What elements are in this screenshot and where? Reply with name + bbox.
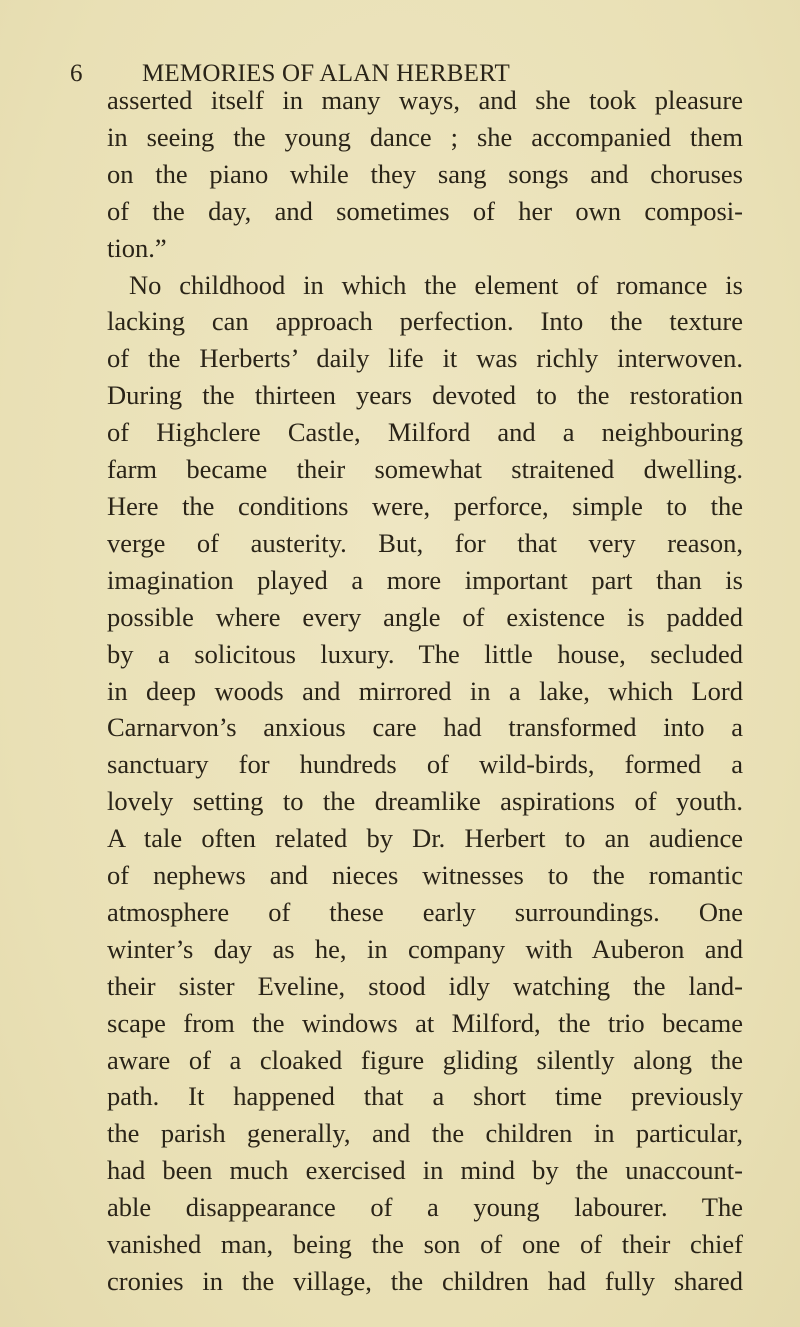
text-line: possible where every angle of existence is padded xyxy=(107,601,743,632)
text-line: During the thirteen years devoted to the restoration xyxy=(107,380,743,411)
text-line: in deep woods and mirrored in a lake, which Lord xyxy=(107,675,743,706)
text-line: their sister Eveline, stood idly watching the land- xyxy=(107,970,743,1001)
text-line: lovely setting to the dreamlike aspirations of youth. xyxy=(107,786,743,817)
text-line: sanctuary for hundreds of wild-birds, formed a xyxy=(107,749,743,780)
text-line: had been much exercised in mind by the unaccount- xyxy=(107,1155,743,1186)
text-line: No childhood in which the element of romance is xyxy=(129,269,743,300)
text-line: of the day, and sometimes of her own composi- xyxy=(107,195,743,226)
text-line: Here the conditions were, perforce, simple to the xyxy=(107,490,743,521)
text-line: of the Herberts’ daily life it was richly interwoven. xyxy=(107,343,743,374)
text-line: atmosphere of these early surroundings. One xyxy=(107,896,743,927)
text-line: farm became their somewhat straitened dwelling. xyxy=(107,454,743,485)
text-line: vanished man, being the son of one of their chief xyxy=(107,1229,743,1260)
running-title: MEMORIES OF ALAN HERBERT xyxy=(142,60,510,87)
text-line: of Highclere Castle, Milford and a neighbouring xyxy=(107,417,743,448)
body-text xyxy=(107,82,743,1300)
text-line: path. It happened that a short time previously xyxy=(107,1081,743,1112)
page-number: 6 xyxy=(70,60,83,87)
text-line: of nephews and nieces witnesses to the romantic xyxy=(107,860,743,891)
text-line: the parish generally, and the children in particular, xyxy=(107,1118,743,1149)
text-line: lacking can approach perfection. Into the texture xyxy=(107,306,743,337)
text-line: A tale often related by Dr. Herbert to an audience xyxy=(107,823,743,854)
text-line: scape from the windows at Milford, the trio became xyxy=(107,1007,743,1038)
text-line: winter’s day as he, in company with Auberon and xyxy=(107,933,743,964)
text-line: verge of austerity. But, for that very reason, xyxy=(107,527,743,558)
text-line: asserted itself in many ways, and she took pleasure xyxy=(107,85,743,115)
text-line: cronies in the village, the children had fully shared xyxy=(107,1266,743,1296)
text-line: on the piano while they sang songs and choruses xyxy=(107,158,743,189)
text-line: imagination played a more important part than is xyxy=(107,564,743,595)
text-line: aware of a cloaked figure gliding silently along the xyxy=(107,1044,743,1075)
text-line: able disappearance of a young labourer. The xyxy=(107,1192,743,1223)
text-line: Carnarvon’s anxious care had transformed into a xyxy=(107,712,743,743)
text-line: by a solicitous luxury. The little house, secluded xyxy=(107,638,743,669)
text-line: in seeing the young dance ; she accompanied them xyxy=(107,121,743,152)
text-line: tion.” xyxy=(107,232,167,263)
